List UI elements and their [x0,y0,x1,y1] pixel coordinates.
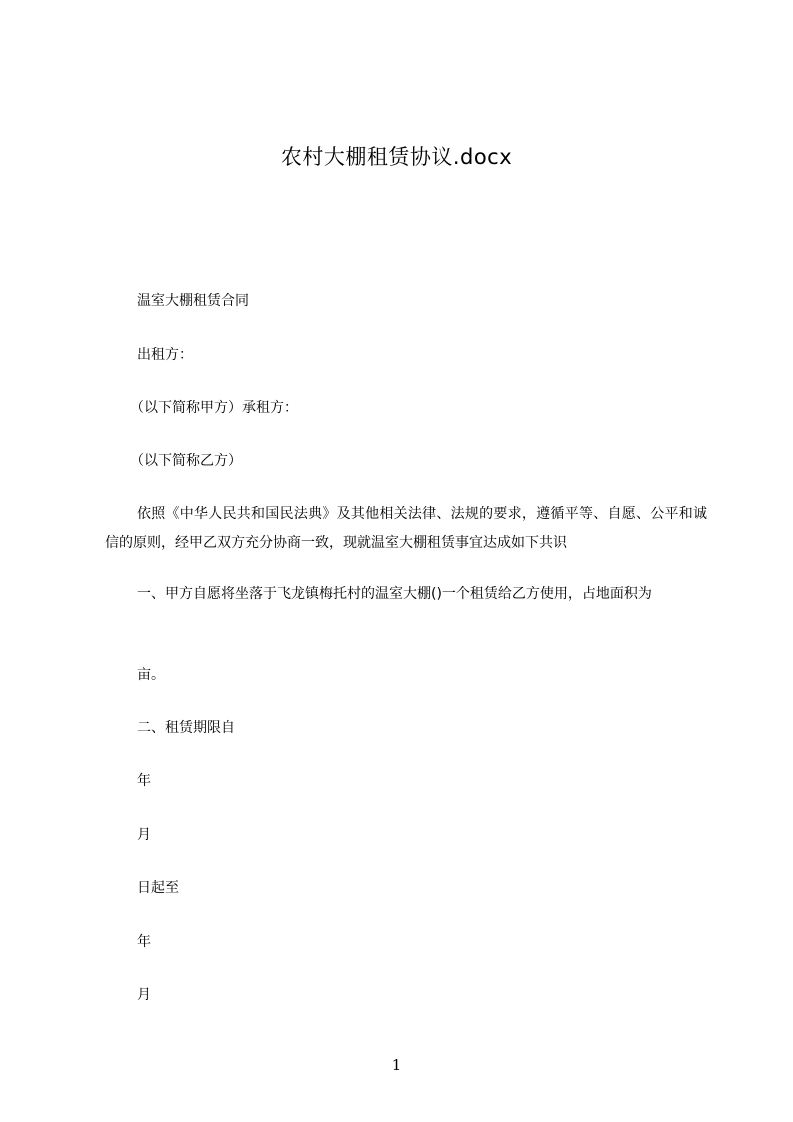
month-1-line: 月 [137,827,151,843]
preamble-paragraph: 依照《中华人民共和国民法典》及其他相关法律、法规的要求，遵循平等、自愿、公平和诚信的原则，经甲乙双方充分协商一致，现就温室大棚租赁事宜达成如下共识 [105,506,707,551]
party-b-line: （以下简称乙方） [130,453,242,469]
unit-mu-line: 亩。 [137,667,165,683]
year-1-line: 年 [137,773,151,789]
document-title: 农村大棚租赁协议.docx [280,145,513,169]
contract-heading: 温室大棚租赁合同 [137,293,249,309]
lessor-line: 出租方： [137,347,193,363]
clause-2-line: 二、租赁期限自 [137,720,235,736]
party-a-line: （以下简称甲方）承租方： [130,400,298,416]
page-number: 1 [391,1056,402,1074]
month-2-line: 月 [137,987,151,1003]
year-2-line: 年 [137,934,151,950]
day-from-to-line: 日起至 [137,880,179,896]
clause-1-paragraph: 一、甲方自愿将坐落于飞龙镇梅托村的温室大棚()一个租赁给乙方使用，占地面积为 [137,586,652,602]
